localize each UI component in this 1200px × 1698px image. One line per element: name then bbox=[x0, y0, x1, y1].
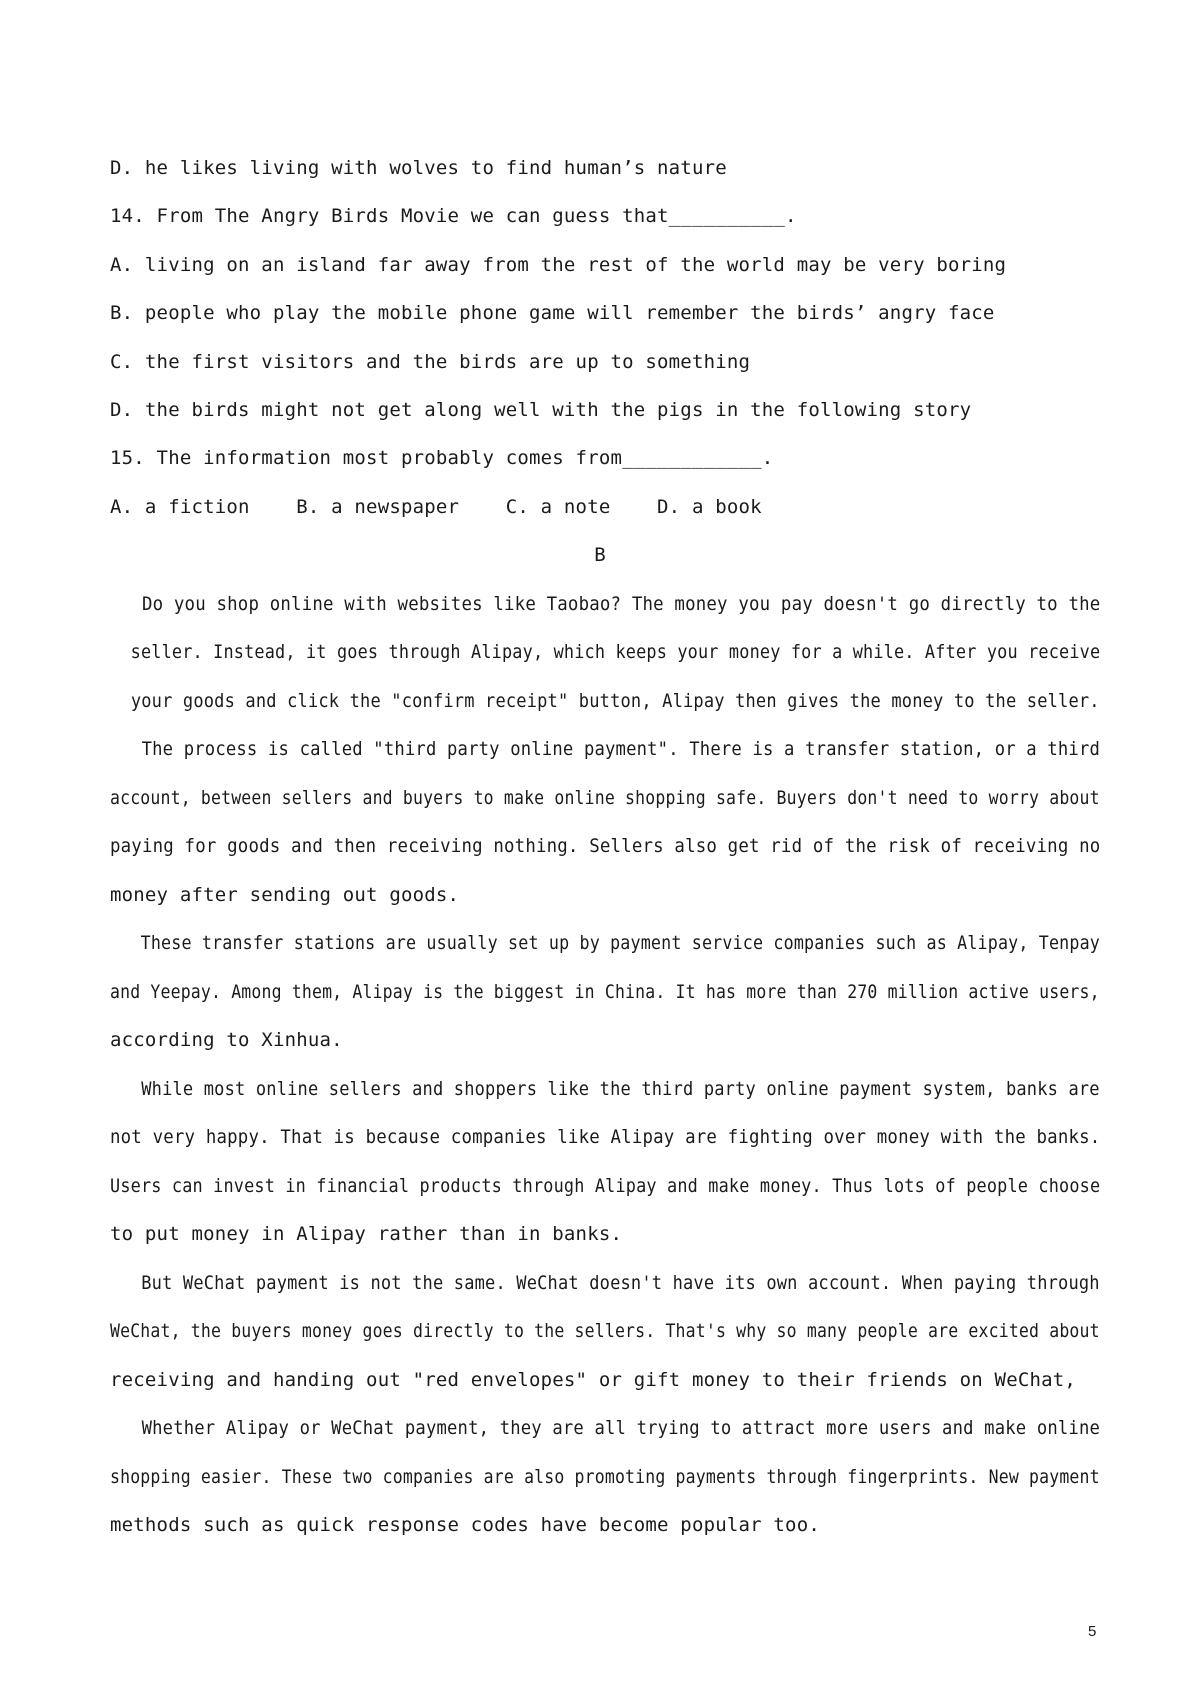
section-label: B bbox=[594, 544, 606, 566]
question-14-option-a: A. living on an island far away from the rest of the world may be very boring bbox=[110, 254, 1007, 276]
passage-line: according to Xinhua. bbox=[110, 1029, 343, 1051]
passage-line: While most online sellers and shoppers like the third party online payment system, banks are bbox=[110, 1078, 1100, 1100]
passage-line: The process is called "third party online payment". There is a transfer station, or a third bbox=[110, 738, 1101, 760]
page-number: 5 bbox=[1088, 1623, 1097, 1640]
passage-line: These transfer stations are usually set up by payment service companies such as Alipay, Tenpay bbox=[110, 932, 1101, 954]
passage-line: seller. Instead, it goes through Alipay, which keeps your money for a while. After you receive bbox=[110, 641, 1101, 663]
question-13-option-d: D. he likes living with wolves to find human’s nature bbox=[110, 157, 727, 179]
passage-line: paying for goods and then receiving nothing. Sellers also get rid of the risk of receiving no bbox=[110, 835, 1101, 857]
passage-line: to put money in Alipay rather than in banks. bbox=[110, 1223, 623, 1245]
passage-line: your goods and click the "confirm receipt" button, Alipay then gives the money to the seller. bbox=[110, 690, 1100, 712]
question-14-option-b: B. people who play the mobile phone game will remember the birds’ angry face bbox=[110, 302, 995, 324]
passage-line: Whether Alipay or WeChat payment, they are all trying to attract more users and make online bbox=[110, 1417, 1101, 1439]
passage-line: receiving and handing out "red envelopes" or gift money to their friends on WeChat, bbox=[110, 1369, 1077, 1391]
passage-line: not very happy. That is because companies like Alipay are fighting over money with the banks. bbox=[110, 1126, 1101, 1148]
passage-line: But WeChat payment is not the same. WeChat doesn't have its own account. When paying through bbox=[110, 1272, 1100, 1294]
question-15-stem: 15. The information most probably comes from____________. bbox=[110, 447, 774, 469]
passage-line: shopping easier. These two companies are also promoting payments through fingerprints. New payment bbox=[110, 1466, 1100, 1488]
passage-line: methods such as quick response codes have become popular too. bbox=[110, 1514, 820, 1536]
question-14-option-c: C. the first visitors and the birds are up to something bbox=[110, 351, 751, 373]
passage-line: Users can invest in financial products through Alipay and make money. Thus lots of people choose bbox=[110, 1175, 1101, 1197]
question-14-stem: 14. From The Angry Birds Movie we can guess that__________. bbox=[110, 205, 797, 227]
passage-line: and Yeepay. Among them, Alipay is the biggest in China. It has more than 270 million active users, bbox=[110, 981, 1100, 1003]
passage-line: Do you shop online with websites like Taobao? The money you pay doesn't go directly to the bbox=[110, 593, 1101, 615]
passage-line: WeChat, the buyers money goes directly to the sellers. That's why so many people are excited about bbox=[110, 1320, 1100, 1342]
question-15-options: A. a fiction B. a newspaper C. a note D. a book bbox=[110, 496, 762, 518]
passage-line: money after sending out goods. bbox=[110, 884, 460, 906]
passage-line: account, between sellers and buyers to make online shopping safe. Buyers don't need to worry about bbox=[110, 787, 1100, 809]
question-14-option-d: D. the birds might not get along well with the pigs in the following story bbox=[110, 399, 972, 421]
